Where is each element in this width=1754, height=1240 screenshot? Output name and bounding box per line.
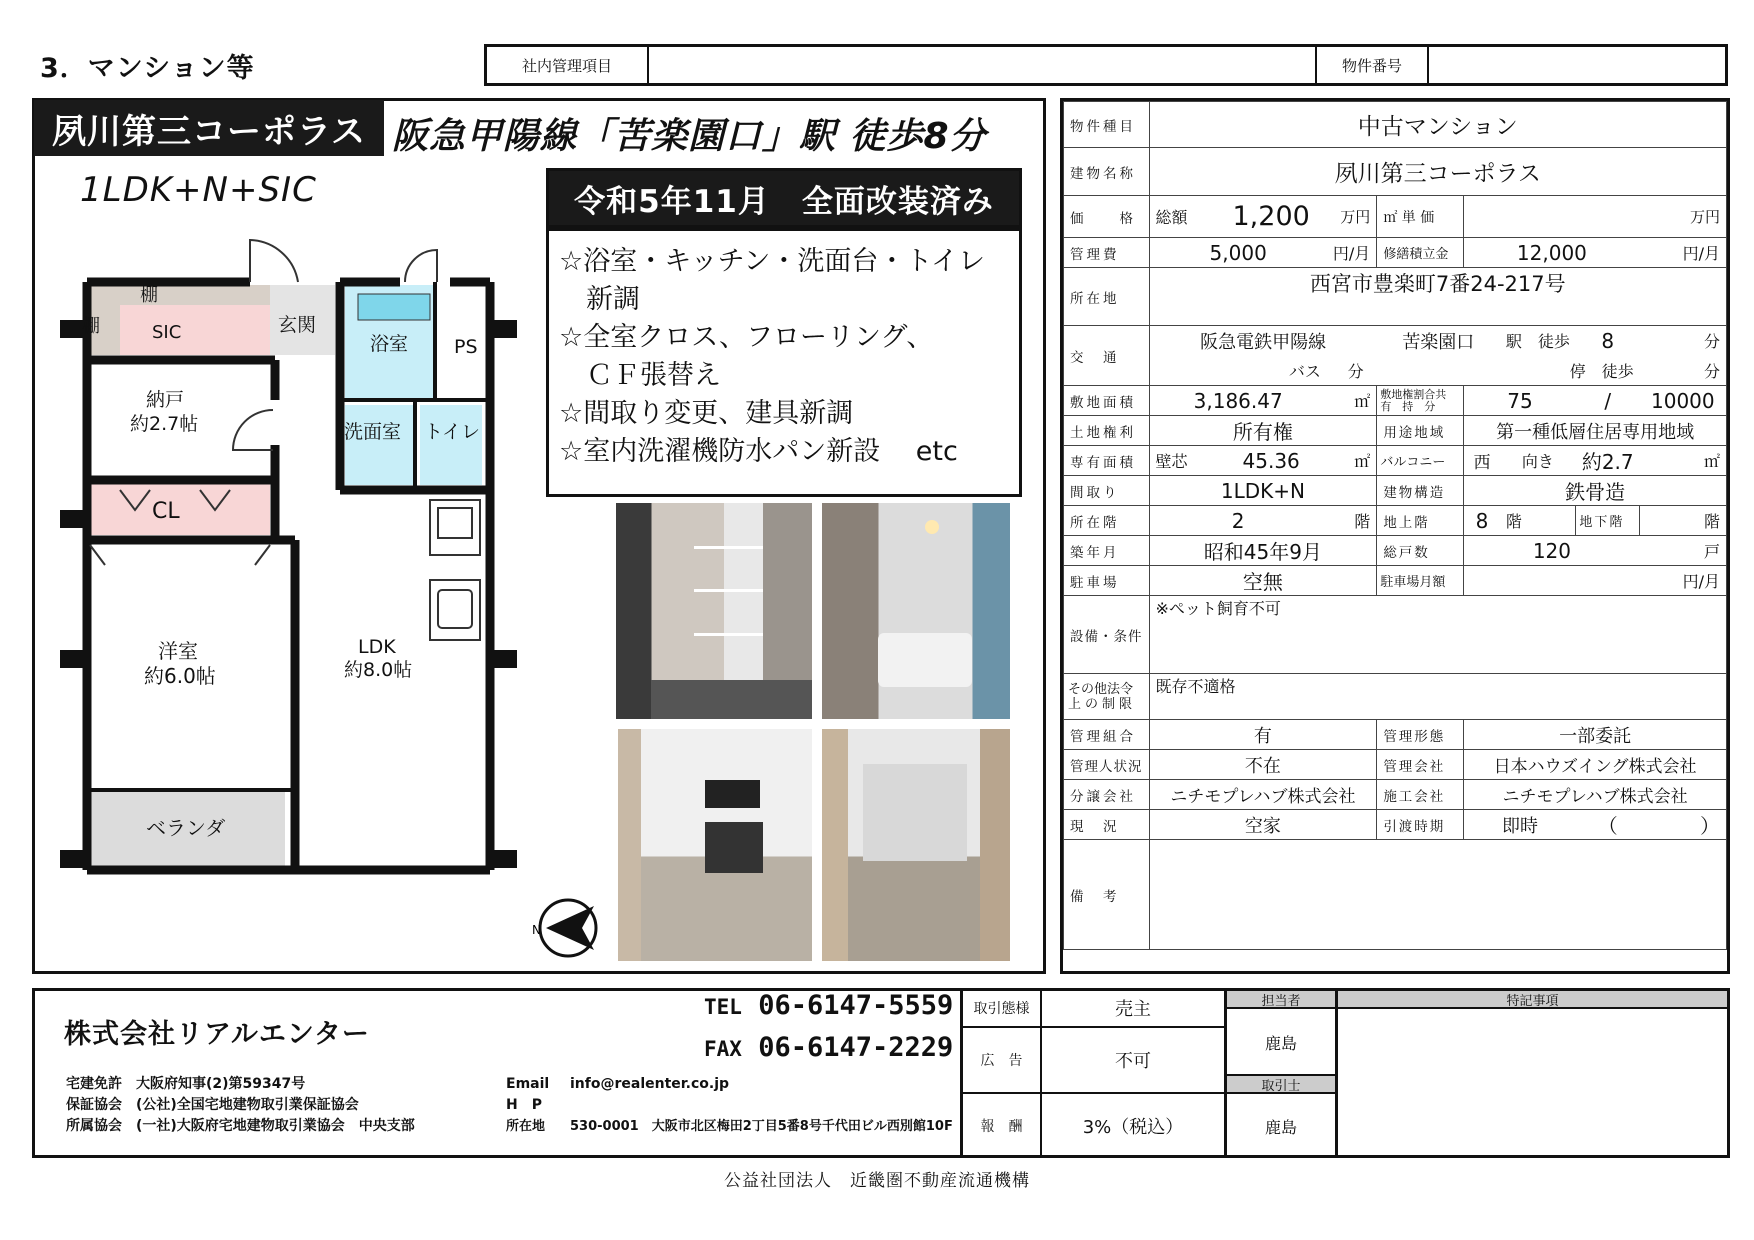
union-value: 有 [1149,720,1377,750]
bus-label: バス [1149,356,1327,386]
balcony-area: 約2.7 [1576,446,1640,476]
ad-label: 広 告 [980,1053,1023,1069]
renovation-item: ☆間取り変更、建具新調 [559,398,854,429]
repair-value: 12,000 [1464,238,1640,268]
share-numerator: 75 [1464,386,1576,416]
company-info [66,1074,415,1137]
photo-kitchen [618,729,812,961]
parking-value: 空無 [1149,566,1377,596]
wall-label: 壁芯 [1149,446,1215,476]
below-label: 地下階 [1576,506,1640,536]
total-label: 総額 [1149,196,1215,238]
built-label: 築年月 [1064,536,1150,566]
land-area-unit: ㎡ [1327,386,1377,416]
line-name: 阪急電鉄甲陽線 [1149,326,1377,356]
plan-label: 間取り [1064,476,1150,506]
photo-western-room [822,729,1010,961]
property-name: 夙川第三コーポラス [34,100,384,156]
status-label: 現 況 [1064,810,1150,840]
license: 宅建免許 大阪府知事(2)第59347号 [66,1076,306,1092]
guarantee: 保証協会 (公社)全国宅地建物取引業保証協会 [66,1097,359,1113]
bukken-value [1429,47,1725,83]
layout-type: 1LDK+N+SIC [80,170,317,210]
delivery-paren-open: （ [1576,810,1640,840]
delivery-value: 即時 [1464,810,1576,840]
fax-label: FAX [704,1037,742,1061]
fee-unit: 円/月 [1327,238,1377,268]
spec-table [1063,101,1727,950]
western-label: 洋室 [158,639,198,663]
repair-label: 修繕積立金 [1377,238,1464,268]
addr-value: 530-0001 大阪市北区梅田2丁目5番8号千代田ビル西別館10F [570,1119,953,1134]
station-access: 阪急甲陽線「苦楽園口」駅 徒歩8分 [392,116,987,157]
parking-fee-label: 駐車場月額 [1377,566,1464,596]
hp-label: H P [506,1097,542,1113]
eki-walk: 駅 徒歩 [1500,326,1576,356]
walk-unit: 分 [1640,326,1727,356]
price-label: 価 格 [1064,196,1150,238]
ldk-size: 約8.0帖 [344,659,413,681]
addr-label: 所在地 [506,1119,546,1134]
stop-unit: 分 [1640,356,1727,386]
exclusive-value: 45.36 [1215,446,1326,476]
share-label [1377,386,1464,416]
union-label: 管理組合 [1064,720,1150,750]
units-value: 120 [1464,536,1640,566]
shelf-left-label: 棚 [82,316,100,337]
photo-bathroom [822,503,1010,719]
units-label: 総戸数 [1377,536,1464,566]
tel-label: TEL [704,995,742,1019]
share-denominator: 10000 [1640,386,1727,416]
plan-value: 1LDK+N [1149,476,1377,506]
renovation-item: ☆全室クロス、フローリング、 [559,322,934,353]
manager-label: 管理人状況 [1064,750,1150,780]
veranda-label: ベランダ [146,816,226,840]
cl-label: CL [152,499,180,524]
exclusive-label: 専有面積 [1064,446,1150,476]
section-title: 3．マンション等 [40,53,255,84]
fax-value: 06-6147-2229 [758,1032,954,1063]
email-label: Email [506,1076,550,1092]
mgmt-company-value: 日本ハウズイング株式会社 [1464,750,1727,780]
bus-unit: 分 [1327,356,1385,386]
floor-label: 所在階 [1064,506,1150,536]
address-value: 西宮市豊楽町7番24-217号 [1149,268,1727,326]
footer-org: 公益社団法人 近畿圏不動産流通機構 [724,1171,1030,1191]
balcony-direction: 西 [1464,446,1500,476]
exclusive-unit: ㎡ [1327,446,1377,476]
special-value [1338,1009,1727,1155]
share-label-2: 有 持 分 [1380,399,1436,413]
unit-price-label: ㎡ 単 価 [1377,196,1464,238]
shelf-top-label: 棚 [140,285,158,306]
built-value: 昭和45年9月 [1149,536,1377,566]
management-bar [484,44,1728,86]
agent-label: 取引士 [1227,1074,1335,1094]
balcony-label: バルコニー [1377,446,1464,476]
manager-value: 不在 [1149,750,1377,780]
delivery-label: 引渡時期 [1377,810,1464,840]
bukken-label: 物件番号 [1317,47,1429,83]
association: 所属協会 (一社)大阪府宅地建物取引業協会 中央支部 [66,1118,415,1134]
price-unit: 万円 [1327,196,1377,238]
above-unit: 階 [1500,506,1576,536]
equip-value: ※ペット飼育不可 [1149,596,1727,674]
status-value: 空家 [1149,810,1377,840]
seller-value: ニチモプレハブ株式会社 [1149,780,1377,810]
mgmt-form-label: 管理形態 [1377,720,1464,750]
photo-storage [616,503,812,719]
renovation-item: ☆室内洗濯機防水パン新設 etc [559,436,958,467]
delivery-paren-close: ） [1640,810,1727,840]
tel-line [704,990,953,1021]
walk-min: 8 [1576,326,1640,356]
zoning-value: 第一種低層住居専用地域 [1464,416,1727,446]
access-label: 交 通 [1064,326,1150,386]
contact-info [506,1074,953,1137]
structure-label: 建物構造 [1377,476,1464,506]
building-label: 建物名称 [1064,148,1150,196]
fee-label-bottom: 報 酬 [980,1119,1023,1135]
mgmt-form-value: 一部委託 [1464,720,1727,750]
compass-icon [532,892,604,964]
mgmt-value [649,47,1317,83]
balcony-unit: ㎡ [1640,446,1727,476]
mode-value: 売主 [1115,999,1151,1020]
renovation-list [546,228,1022,497]
zoning-label: 用途地域 [1377,416,1464,446]
law-label-2: 上の制限 [1068,696,1137,712]
storage-size: 約2.7帖 [130,413,199,435]
law-value: 既存不適格 [1149,674,1727,720]
mgmt-label: 社内管理項目 [487,47,649,83]
parking-fee-unit: 円/月 [1640,566,1727,596]
unit-price-value [1464,196,1640,238]
repair-unit: 円/月 [1640,238,1727,268]
unit-price-unit: 万円 [1640,196,1727,238]
staff-label: 担当者 [1227,991,1335,1009]
floor-unit: 階 [1327,506,1377,536]
law-label [1064,674,1150,720]
compass-n: N [532,923,541,937]
floor-plan [60,210,530,900]
share-label-1: 敷地権割合共 [1380,387,1447,401]
share-slash: / [1576,386,1640,416]
storage-label: 納戸 [146,389,185,411]
tel-value: 06-6147-5559 [758,990,954,1021]
mode-label: 取引態様 [973,1001,1030,1017]
parking-label: 駐車場 [1064,566,1150,596]
renovation-item: 新調 [559,284,640,315]
email-value[interactable]: info@realenter.co.jp [570,1076,730,1092]
seller-label: 分譲会社 [1064,780,1150,810]
land-right-label: 土地権利 [1064,416,1150,446]
remarks-value [1149,840,1727,950]
type-label: 物件種目 [1064,102,1150,148]
western-size: 約6.0帖 [144,664,216,688]
balcony-muki: 向き [1500,446,1576,476]
washroom-label: 洗面室 [344,421,402,443]
stop-walk: 停 徒歩 [1384,356,1639,386]
building-name: 夙川第三コーポラス [1149,148,1727,196]
builder-value: ニチモプレハブ株式会社 [1464,780,1727,810]
floor-value: 2 [1149,506,1327,536]
sic-label: SIC [152,322,182,343]
toilet-label: トイレ [424,421,481,443]
units-unit: 戸 [1640,536,1727,566]
agent-value: 鹿島 [1264,1117,1297,1137]
fee-label: 管理費 [1064,238,1150,268]
ldk-label: LDK [358,636,396,658]
fee-value-bottom: 3%（税込） [1082,1117,1184,1138]
company-name: 株式会社リアルエンター [64,1019,370,1050]
below-value [1640,506,1727,536]
renovation-item: ＣＦ張替え [559,360,721,391]
fax-line [704,1032,953,1063]
address-label: 所在地 [1064,268,1150,326]
fee-value: 5,000 [1149,238,1327,268]
station-name: 苦楽園口 [1377,326,1500,356]
ad-value: 不可 [1115,1051,1151,1072]
special-label: 特記事項 [1338,991,1727,1009]
builder-label: 施工会社 [1377,780,1464,810]
bath-label: 浴室 [370,333,409,355]
renovation-item: ☆浴室・キッチン・洗面台・トイレ [559,246,985,277]
land-area-value: 3,186.47 [1149,386,1327,416]
law-label-1: その他法令 [1068,681,1134,697]
land-area-label: 敷地面積 [1064,386,1150,416]
renovation-title: 令和5年11月 全面改装済み [546,168,1022,228]
price-value: 1,200 [1215,196,1326,238]
below-unit: 階 [1703,512,1720,531]
staff-value: 鹿島 [1264,1034,1297,1053]
entrance-label: 玄関 [278,314,317,336]
property-type: 中古マンション [1149,102,1727,148]
remarks-label: 備 考 [1064,840,1150,950]
above-label: 地上階 [1377,506,1464,536]
ps-label: PS [454,336,478,358]
mgmt-company-label: 管理会社 [1377,750,1464,780]
above-value: 8 [1464,506,1500,536]
land-right-value: 所有権 [1149,416,1377,446]
structure-value: 鉄骨造 [1464,476,1727,506]
equip-label: 設備・条件 [1064,596,1150,674]
parking-fee-value [1464,566,1640,596]
